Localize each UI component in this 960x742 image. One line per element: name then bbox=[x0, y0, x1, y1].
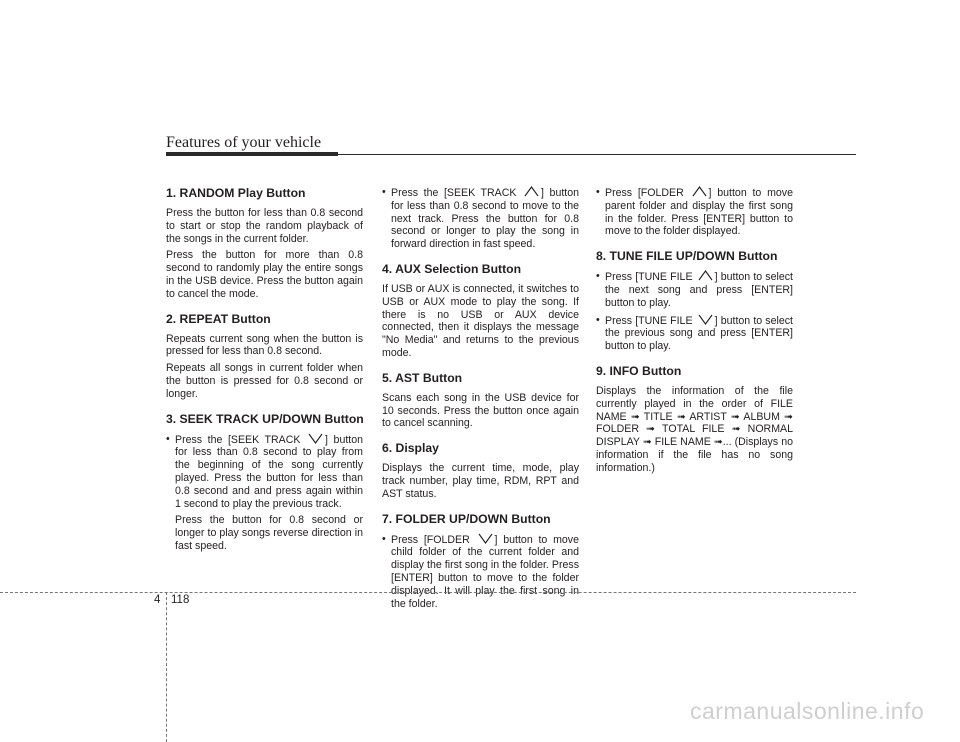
bullet-text: ] button to move child folder of the current folder and display the first song in the folder. Press [ENTER] button to move to the folder displayed. It will play the first song in the folder. bbox=[391, 533, 579, 610]
up-arrow-icon bbox=[523, 186, 540, 197]
section-heading: 5. AST Button bbox=[382, 370, 463, 385]
bullet-text: ] button to move parent folder and display the first song in the folder. Press [ENTER] button to move to the folder displayed. bbox=[605, 187, 793, 238]
watermark: carmanualsonline.info bbox=[690, 698, 925, 724]
paragraph: Repeats current song when the button is pressed for less than 0.8 second. bbox=[166, 332, 363, 358]
section-aux bbox=[382, 262, 579, 360]
section-folder-continued bbox=[596, 186, 793, 238]
section-tune-file bbox=[596, 249, 793, 353]
section-ast bbox=[382, 371, 579, 430]
bullet-text: ] button to select the next song and press [ENTER] button to play. bbox=[605, 271, 793, 309]
list-item bbox=[596, 186, 793, 238]
paragraph: Displays the current time, mode, play track number, play time, RDM, RPT and AST status. bbox=[382, 462, 579, 500]
page-header-title: Features of your vehicle bbox=[166, 134, 322, 151]
section-heading: 6. Display bbox=[382, 441, 439, 456]
section-heading: 1. RANDOM Play Button bbox=[166, 186, 306, 200]
bullet-text: Press [TUNE FILE bbox=[605, 314, 696, 327]
page-number: 118 bbox=[171, 594, 190, 606]
paragraph: Press the button for 0.8 second or longer to play songs reverse direction in fast speed. bbox=[175, 514, 363, 552]
down-arrow-icon bbox=[477, 533, 494, 544]
list-item bbox=[382, 186, 579, 251]
chapter-number: 4 bbox=[154, 594, 161, 606]
header-rule bbox=[338, 154, 856, 155]
up-arrow-icon bbox=[697, 270, 714, 281]
column-2 bbox=[382, 186, 579, 621]
section-heading: 8. TUNE FILE UP/DOWN Button bbox=[596, 249, 778, 264]
section-info bbox=[596, 364, 793, 475]
bullet-text: Press the [SEEK TRACK bbox=[391, 187, 523, 199]
footer-rule bbox=[0, 592, 856, 593]
section-folder bbox=[382, 512, 579, 611]
section-heading: 9. INFO Button bbox=[596, 363, 682, 378]
paragraph: If USB or AUX is connected, it switches to USB or AUX mode to play the song. If there is no USB or AUX device connected, then it displays the message "No Media" and returns to the previous mode. bbox=[382, 282, 579, 359]
section-heading: 3. SEEK TRACK UP/DOWN Button bbox=[166, 411, 364, 426]
paragraph: Press the button for more than 0.8 second to randomly play the entire songs in the USB device. Press the button again to cancel the mode. bbox=[166, 249, 363, 300]
section-repeat bbox=[166, 312, 363, 401]
paragraph: Displays the information of the file currently played in the order of FILE NAME ➟ TITLE ➟ ARTIST ➟ ALBUM ➟ FOLDER ➟ TOTAL FILE ➟ NORMAL DISPLAY ➟ FILE NAME ➟... (Displays no information if the file has no song information.) bbox=[596, 384, 793, 474]
section-random bbox=[166, 186, 363, 301]
paragraph: Repeats all songs in current folder when the button is pressed for 0.8 second or longer. bbox=[166, 362, 363, 400]
list-item bbox=[596, 270, 793, 309]
paragraph: Scans each song in the USB device for 10 seconds. Press the button once again to cancel scanning. bbox=[382, 391, 579, 430]
bullet-text: Press [FOLDER bbox=[605, 187, 690, 199]
up-arrow-icon bbox=[691, 186, 708, 197]
list-item bbox=[596, 314, 793, 353]
down-arrow-icon bbox=[307, 433, 324, 444]
down-arrow-icon bbox=[697, 314, 714, 325]
bullet-text: ] button to select the previous song and press [ENTER] button to play. bbox=[605, 314, 793, 353]
section-heading: 2. REPEAT Button bbox=[166, 311, 271, 326]
bullet-text: Press [FOLDER bbox=[391, 533, 476, 546]
section-seek-continued bbox=[382, 186, 579, 251]
list-item bbox=[382, 533, 579, 611]
bullet-text: ] button for less than 0.8 second to move to the next track. Press the button for 0.8 second or longer to play the song in forward direction in fast speed. bbox=[391, 187, 580, 251]
header-bar bbox=[166, 152, 338, 156]
column-1 bbox=[166, 186, 363, 564]
bullet-text: ] button for less than 0.8 second to play from the beginning of the song currently played. Press the button for less than 0.8 second and and press again within 1 second to play the previous track. bbox=[175, 433, 364, 510]
column-3 bbox=[596, 186, 793, 486]
section-seek-track bbox=[166, 412, 363, 553]
section-heading: 4. AUX Selection Button bbox=[382, 261, 522, 276]
bullet-text: Press the [SEEK TRACK bbox=[175, 433, 307, 446]
paragraph: Press the button for less than 0.8 second to start or stop the random playback of the songs in the current folder. bbox=[166, 207, 363, 245]
list-item bbox=[166, 433, 363, 511]
section-heading: 7. FOLDER UP/DOWN Button bbox=[382, 511, 551, 526]
section-display bbox=[382, 441, 579, 500]
footer-vertical-rule bbox=[166, 592, 167, 742]
bullet-text: Press [TUNE FILE bbox=[605, 271, 696, 284]
